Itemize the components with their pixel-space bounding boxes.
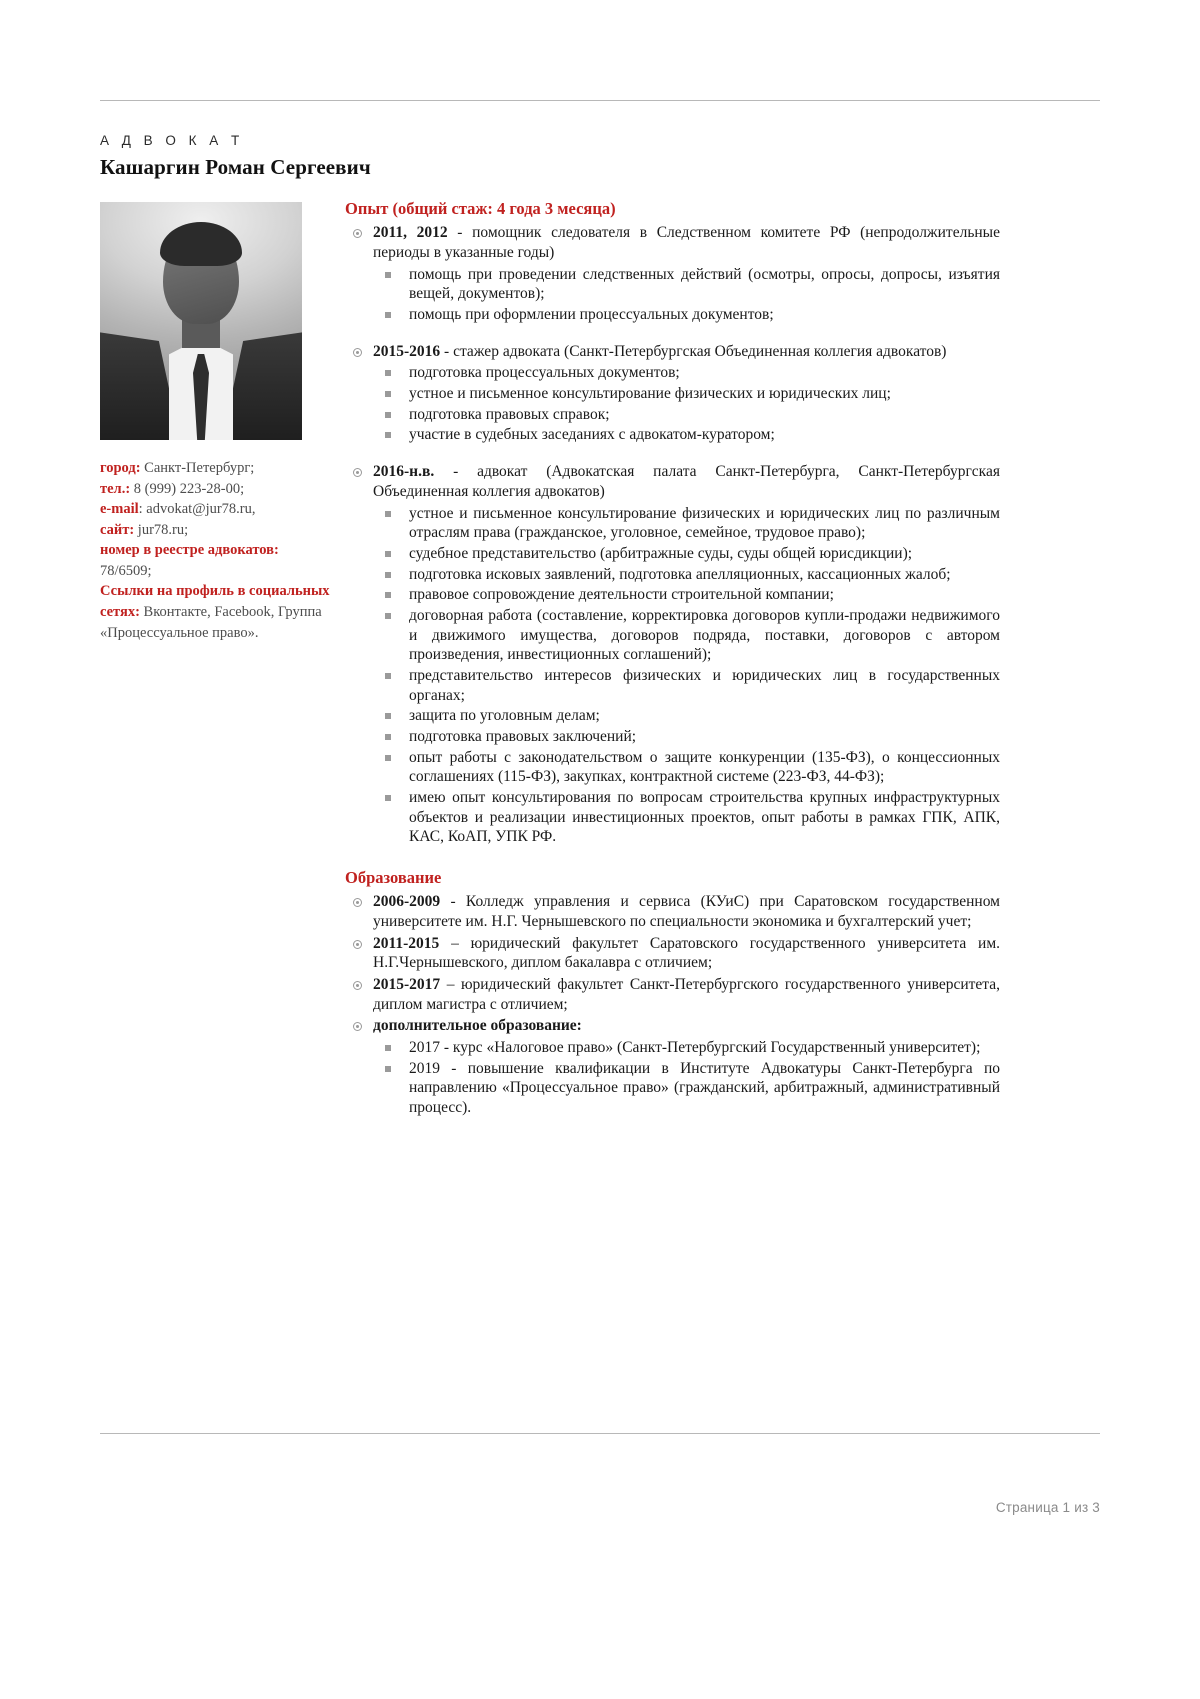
education-section-title: Образование — [345, 867, 442, 887]
experience-list — [345, 223, 1000, 846]
circle-bullet-icon — [353, 981, 362, 990]
list-item-text — [373, 462, 1000, 501]
contact-value: : advokat@jur78.ru, — [138, 501, 256, 518]
square-bullet-icon — [385, 391, 391, 397]
sub-list-item — [373, 1059, 1000, 1118]
education-list — [345, 892, 1000, 1117]
contact-row — [100, 520, 332, 541]
sub-list-item — [373, 384, 1000, 404]
sub-list-item-text: имею опыт консультирования по вопросам строительства крупных инфраструктурных объектов и реализации инвестиционных проектов, опыт работы в рамках ГПК, АПК, КАС, КоАП, УПК РФ. — [409, 788, 1000, 846]
sub-list — [373, 1038, 1000, 1118]
sub-list-item-text: устное и письменное консультирование физических и юридических лиц; — [409, 385, 891, 403]
sub-list-item-text: защита по уголовным делам; — [409, 707, 600, 725]
sub-list — [373, 363, 1000, 445]
sub-list-item — [373, 565, 1000, 585]
sub-list-item-text: 2017 - курс «Налоговое право» (Санкт-Петербургский Государственный университет); — [409, 1039, 981, 1057]
main-content — [345, 198, 1000, 1120]
circle-bullet-icon — [353, 468, 362, 477]
circle-bullet-icon — [353, 348, 362, 357]
sub-list-item-text: договорная работа (составление, корректировка договоров купли-продажи недвижимого и движимого имущества, договоров подряда, поставки, договоров с автором произведения, инвестиционных соглашений); — [409, 606, 1000, 664]
list-item-text — [373, 892, 1000, 931]
sub-list-item-text: судебное представительство (арбитражные суды, суды общей юрисдикции); — [409, 544, 913, 562]
bottom-divider — [100, 1433, 1100, 1434]
sub-list-item — [373, 788, 1000, 847]
square-bullet-icon — [385, 272, 391, 278]
sub-list — [373, 504, 1000, 847]
sub-list-item — [373, 425, 1000, 445]
contact-row — [100, 479, 332, 500]
contact-value: jur78.ru; — [134, 521, 189, 538]
square-bullet-icon — [385, 572, 391, 578]
left-sidebar — [100, 202, 332, 643]
contact-row — [100, 581, 332, 643]
list-item-period: 2016-н.в. — [373, 463, 435, 481]
circle-bullet-icon — [353, 1022, 362, 1031]
contact-label: город: — [100, 460, 141, 476]
sub-list-item-text: помощь при проведении следственных действий (осмотры, опросы, допросы, изъятия вещей, документов); — [409, 265, 1000, 303]
sub-list-item — [373, 363, 1000, 383]
page-number: Страница 1 из 3 — [995, 1500, 1100, 1515]
square-bullet-icon — [385, 432, 391, 438]
contact-row — [100, 458, 332, 479]
sub-list-item — [373, 544, 1000, 564]
square-bullet-icon — [385, 1045, 391, 1051]
square-bullet-icon — [385, 370, 391, 376]
experience-section-title: Опыт (общий стаж: 4 года 3 месяца) — [345, 199, 616, 218]
square-bullet-icon — [385, 613, 391, 619]
sub-list-item — [373, 585, 1000, 605]
square-bullet-icon — [385, 1066, 391, 1072]
sub-list-item — [373, 405, 1000, 425]
sub-list-item-text: подготовка исковых заявлений, подготовка апелляционных, кассационных жалоб; — [409, 565, 951, 583]
sub-list-item-text: 2019 - повышение квалификации в Институте Адвокатуры Санкт-Петербурга по направлению «Процессуальное право» (гражданский, арбитражный, административный процесс). — [409, 1059, 1000, 1117]
list-item-period: 2011, 2012 — [373, 224, 448, 242]
sub-list-item-text: подготовка правовых справок; — [409, 405, 610, 423]
list-item-description: - Колледж управления и сервиса (КУиС) при Саратовском государственном университете им. Н.Г. Чернышевского по специальности экономика и бухгалтерский учет; — [373, 893, 1000, 931]
contact-label: тел.: — [100, 480, 131, 497]
list-item-text — [373, 223, 1000, 262]
contact-row — [100, 540, 332, 581]
list-item — [345, 1016, 1000, 1117]
sub-list-item-text: участие в судебных заседаниях с адвокатом-куратором; — [409, 426, 775, 444]
square-bullet-icon — [385, 592, 391, 598]
page-title: Кашаргин Роман Сергеевич — [100, 155, 371, 179]
sub-list-item — [373, 706, 1000, 726]
sub-list-item-text: правовое сопровождение деятельности строительной компании; — [409, 586, 834, 604]
list-item-text — [373, 342, 1000, 362]
list-item — [345, 223, 1000, 324]
contact-value: Вконтакте, Facebook, Группа «Процессуальное право». — [100, 604, 322, 641]
sub-list-item — [373, 748, 1000, 787]
sub-list-item — [373, 666, 1000, 705]
list-item-description: – юридический факультет Саратовского государственного университета им. Н.Г.Чернышевского, диплом бакалавра с отличием; — [373, 934, 1000, 972]
sub-list-item — [373, 727, 1000, 747]
list-item-text — [373, 975, 1000, 1014]
sub-list-item — [373, 1038, 1000, 1058]
contact-details — [100, 458, 332, 643]
sub-list-item-text: подготовка правовых заключений; — [409, 727, 637, 745]
square-bullet-icon — [385, 795, 391, 801]
circle-bullet-icon — [353, 940, 362, 949]
top-divider — [100, 100, 1100, 101]
sub-list — [373, 265, 1000, 325]
list-item-period: дополнительное образование: — [373, 1017, 582, 1035]
circle-bullet-icon — [353, 898, 362, 907]
list-item-period: 2006-2009 — [373, 893, 441, 911]
contact-value: Санкт-Петербург; — [140, 460, 255, 476]
list-item-period: 2015-2016 — [373, 342, 441, 360]
list-item — [345, 975, 1000, 1014]
sub-list-item — [373, 504, 1000, 543]
job-role-label: А Д В О К А Т — [100, 133, 244, 148]
list-item-description: - адвокат (Адвокатская палата Санкт-Петербурга, Санкт-Петербургская Объединенная коллегия адвокатов) — [373, 463, 1000, 500]
square-bullet-icon — [385, 734, 391, 740]
list-item-period: 2011-2015 — [373, 934, 440, 952]
sub-list-item-text: подготовка процессуальных документов; — [409, 364, 680, 382]
square-bullet-icon — [385, 551, 391, 557]
square-bullet-icon — [385, 673, 391, 679]
list-item — [345, 462, 1000, 847]
sub-list-item — [373, 305, 1000, 325]
square-bullet-icon — [385, 755, 391, 761]
list-item-description: – юридический факультет Санкт-Петербургского государственного университета, диплом магистра с отличием; — [373, 976, 1000, 1013]
list-item-description: - помощник следователя в Следственном комитете РФ (непродолжительные периоды в указанные годы) — [373, 224, 1000, 262]
resume-header — [100, 133, 600, 180]
contact-label: e-mail — [100, 501, 139, 518]
contact-label: номер в реестре адвокатов: — [100, 542, 279, 559]
list-item-period: 2015-2017 — [373, 976, 441, 994]
list-item — [345, 934, 1000, 973]
sub-list-item — [373, 606, 1000, 665]
contact-value: 8 (999) 223-28-00; — [130, 480, 245, 497]
sub-list-item-text: устное и письменное консультирование физических и юридических лиц по различным отраслям права (гражданское, уголовное, семейное, трудовое право); — [409, 504, 1000, 542]
contact-value: 78/6509; — [100, 562, 152, 579]
sub-list-item-text: представительство интересов физических и юридических лиц в государственных органах; — [409, 666, 1000, 704]
contact-label: Ссылки на профиль в социальных сетях: — [100, 583, 330, 621]
contact-label: сайт: — [100, 521, 135, 538]
sub-list-item-text: помощь при оформлении процессуальных документов; — [409, 306, 774, 324]
contact-row — [100, 499, 332, 520]
square-bullet-icon — [385, 713, 391, 719]
square-bullet-icon — [385, 412, 391, 418]
sub-list-item — [373, 265, 1000, 304]
avatar — [100, 202, 302, 440]
list-item — [345, 892, 1000, 931]
list-item — [345, 342, 1000, 445]
circle-bullet-icon — [353, 229, 362, 238]
list-item-description: - стажер адвоката (Санкт-Петербургская Объединенная коллегия адвокатов) — [440, 342, 947, 360]
square-bullet-icon — [385, 511, 391, 517]
list-item-text — [373, 934, 1000, 973]
sub-list-item-text: опыт работы с законодательством о защите конкуренции (135-ФЗ), о концессионных соглашениях (115-ФЗ), закупках, контрактной системе (223-ФЗ, 44-ФЗ); — [409, 748, 1000, 786]
list-item-text — [373, 1016, 1000, 1036]
square-bullet-icon — [385, 312, 391, 318]
